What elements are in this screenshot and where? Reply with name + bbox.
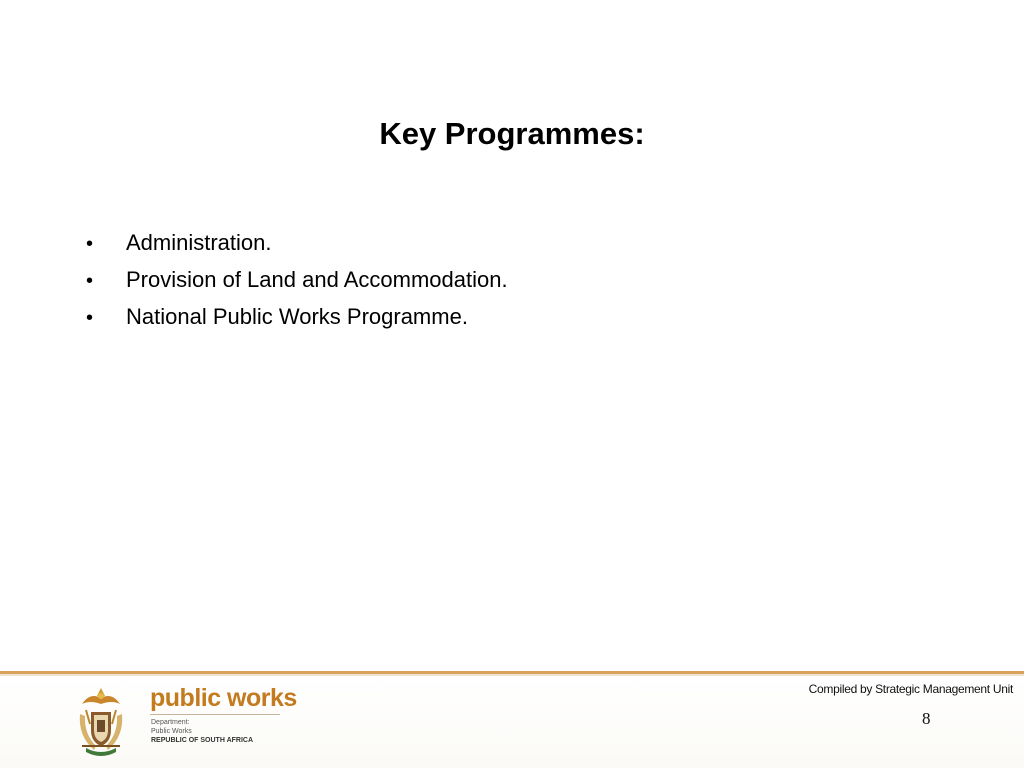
bullet-item-provision xyxy=(86,264,508,301)
bullet-item-npwp xyxy=(86,301,508,338)
bullet-item-administration xyxy=(86,227,508,264)
bullet-text: Provision of Land and Accommodation. xyxy=(126,267,508,292)
bullet-text: National Public Works Programme. xyxy=(126,304,468,329)
compiled-by-credit: Compiled by Strategic Management Unit xyxy=(808,682,1013,696)
brand-department-label: Department: xyxy=(151,719,190,726)
brand-department-name: Public Works xyxy=(151,728,192,735)
bullet-list xyxy=(86,227,508,338)
bullet-icon: • xyxy=(86,307,94,329)
brand-underline xyxy=(150,714,280,715)
bullet-text: Administration. xyxy=(126,230,272,255)
page-number: 8 xyxy=(922,709,931,728)
brand-wordmark: public works xyxy=(150,684,297,712)
bullet-icon: • xyxy=(86,233,94,255)
slide-title: Key Programmes: xyxy=(379,116,645,151)
bullet-icon: • xyxy=(86,270,94,292)
brand-country: REPUBLIC OF SOUTH AFRICA xyxy=(151,737,254,744)
coat-of-arms-icon xyxy=(72,684,130,756)
